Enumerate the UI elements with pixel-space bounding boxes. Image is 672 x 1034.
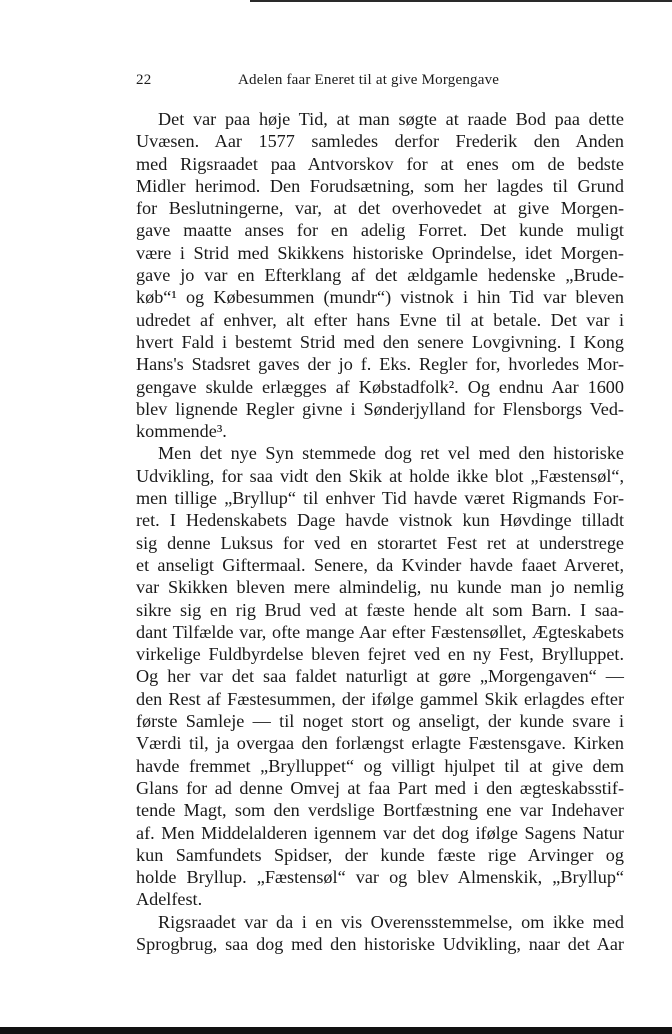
text-line: med Rigsraadet paa Antvorskov for at enes om de bedste — [136, 153, 624, 174]
paragraph — [136, 442, 624, 910]
text-line: Sprogbrug, saa dog med den historiske Udvikling, naar det Aar — [136, 933, 624, 954]
text-line: gave maatte anses for en adelig Forret. Det kunde muligt — [136, 220, 624, 241]
text-line: holde Bryllup. „Fæstensøl“ var og blev Almenskik, „Bryllup“ — [136, 867, 624, 888]
text-line: gengave skulde erlægges af Købstadfolk². Og endnu Aar 1600 — [136, 376, 624, 397]
text-line: men tillige „Bryllup“ til enhver Tid havde været Rigmands For- — [136, 488, 624, 509]
text-line: virkelige Fuldbyrdelse bleven fejret ved en ny Fest, Brylluppet. — [136, 644, 624, 665]
page-number: 22 — [136, 72, 152, 88]
paragraph — [136, 108, 624, 442]
text-line: gave jo var en Efterklang af det ældgamle hedenske „Brude- — [136, 265, 624, 286]
text-line: være i Strid med Skikkens historiske Oprindelse, idet Morgen- — [136, 242, 624, 263]
text-line: Udvikling, for saa vidt den Skik at holde ikke blot „Fæstensøl“, — [136, 465, 624, 486]
text-line: af. Men Middelalderen igennem var det dog ifølge Sagens Natur — [136, 822, 624, 843]
body-text — [136, 108, 624, 955]
text-line: første Samleje — til noget stort og anseligt, der kunde svare i — [136, 711, 624, 732]
text-line: var Skikken bleven mere almindelig, nu kunde man jo nemlig — [136, 577, 624, 598]
text-line: kommende³. — [136, 421, 227, 442]
text-line: den Rest af Fæstesummen, der ifølge gammel Skik erlagdes efter — [136, 688, 624, 709]
text-line: dant Tilfælde var, ofte mange Aar efter Fæstensøllet, Ægteskabets — [136, 621, 624, 642]
text-line: tende Magt, som den verdslige Bortfæstning ene var Indehaver — [136, 800, 624, 821]
text-line: Rigsraadet var da i en vis Overensstemmelse, om ikke med — [158, 911, 624, 932]
text-line: Adelfest. — [136, 889, 203, 910]
running-head: Adelen faar Eneret til at give Morgengave — [238, 72, 500, 88]
top-edge-rule — [250, 0, 672, 2]
page-header — [136, 72, 624, 94]
text-line: Uvæsen. Aar 1577 samledes derfor Frederik den Anden — [136, 131, 624, 152]
text-line: Midler herimod. Den Forudsætning, som her lagdes til Grund — [136, 175, 624, 196]
text-line: Værdi til, ja overgaa den forlængst erlagte Fæstensgave. Kirken — [136, 733, 624, 754]
text-line: ret. I Hedenskabets Dage havde vistnok kun Høvdinge tilladt — [136, 510, 624, 531]
text-line: et anseligt Giftermaal. Senere, da Kvinder havde faaet Arveret, — [136, 554, 624, 575]
text-line: for Beslutningerne, var, at det overhovedet at give Morgen- — [136, 198, 624, 219]
text-line: Og her var det saa faldet naturligt at gøre „Morgengaven“ — — [136, 666, 624, 687]
text-line: blev lignende Regler givne i Sønderjylland for Flensborgs Ved- — [136, 398, 624, 419]
text-line: havde fremmet „Brylluppet“ og villigt hjulpet til at give dem — [136, 755, 624, 776]
text-line: sig denne Luksus for ved en storartet Fest ret at understrege — [136, 532, 624, 553]
text-line: køb“¹ og Købesummen (mundr“) vistnok i hin Tid var bleven — [136, 287, 624, 308]
paragraph — [136, 911, 624, 956]
text-line: Men det nye Syn stemmede dog ret vel med den historiske — [158, 443, 624, 464]
bottom-edge-rule — [0, 1027, 672, 1034]
text-line: kun Samfundets Spidser, der kunde fæste rige Arvinger og — [136, 844, 624, 865]
text-line: Glans for ad denne Omvej at faa Part med i den ægteskabsstif- — [136, 777, 624, 798]
text-line: Hans's Stadsret gaves der jo f. Eks. Regler for, hvorledes Mor- — [136, 354, 624, 375]
text-line: hvert Fald i bestemt Strid med den senere Lovgivning. I Kong — [136, 331, 624, 352]
text-line: udredet af enhver, alt efter hans Evne til at betale. Det var i — [136, 309, 624, 330]
text-line: Det var paa høje Tid, at man søgte at raade Bod paa dette — [158, 109, 624, 129]
text-line: sikre sig en rig Brud ved at fæste hende alt som Barn. I saa- — [136, 599, 624, 620]
